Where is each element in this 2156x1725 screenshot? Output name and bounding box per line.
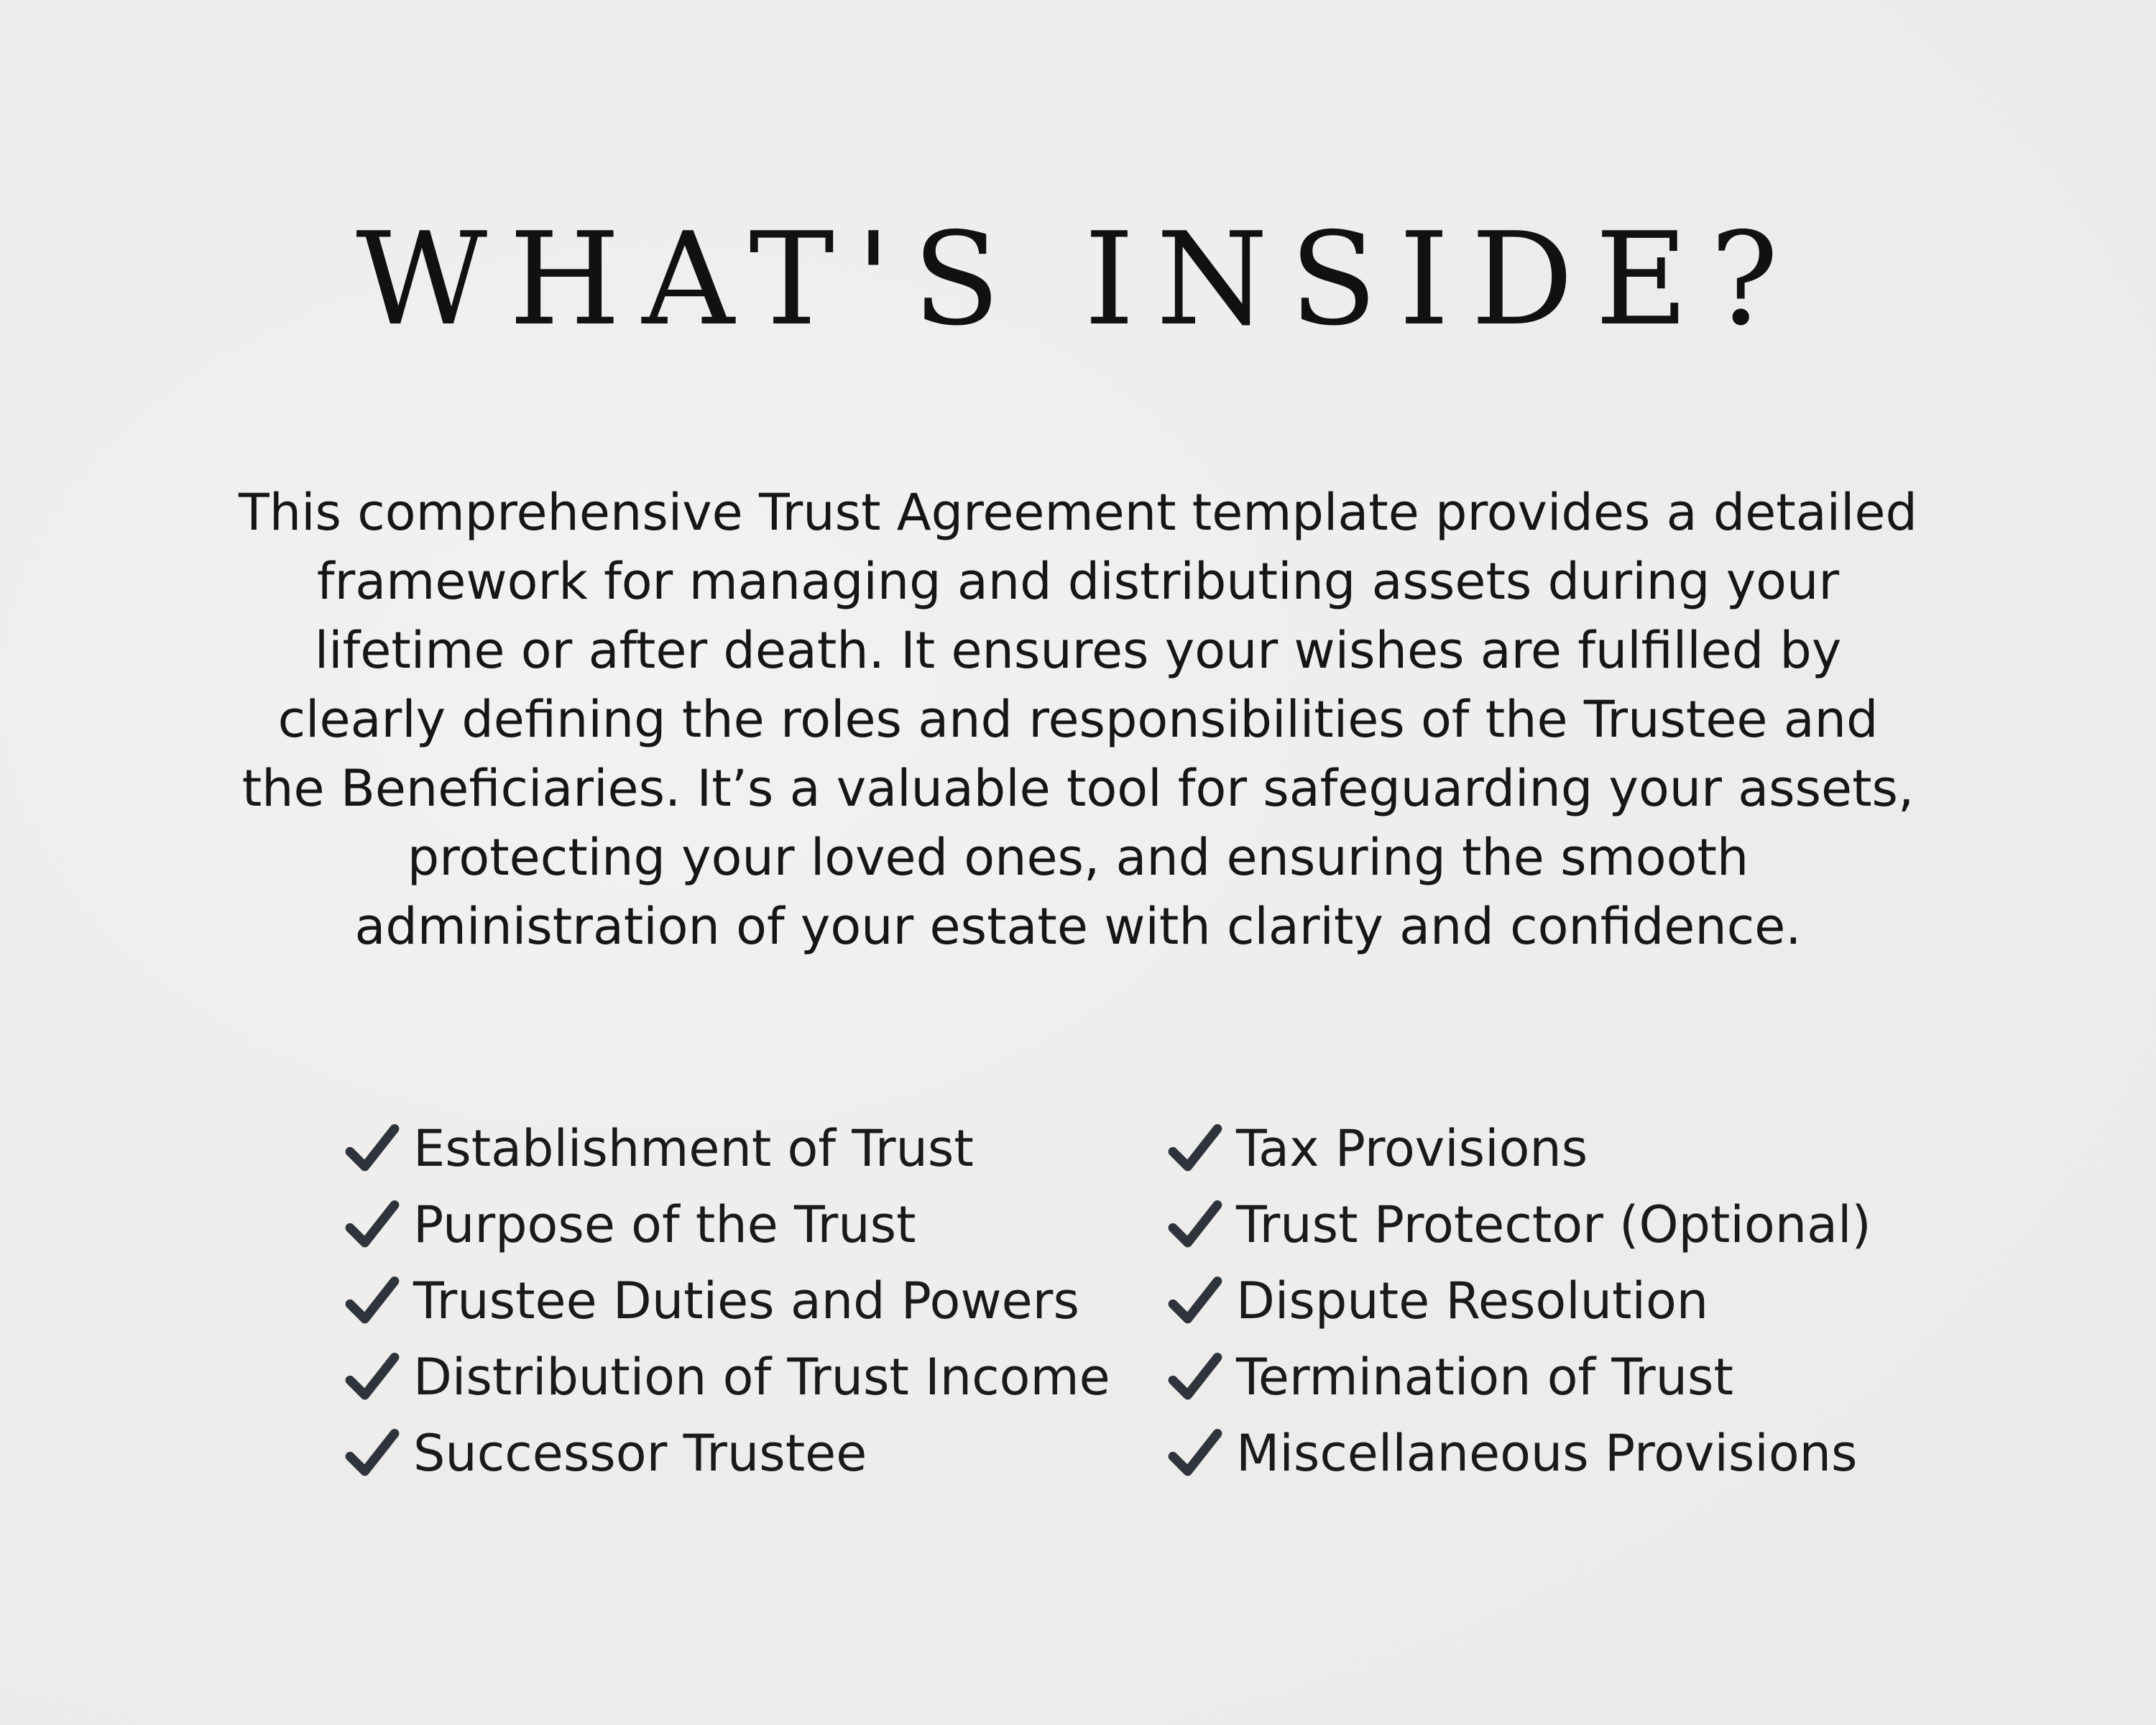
feature-item [341, 1110, 1110, 1187]
feature-label: Termination of Trust [1236, 1348, 1733, 1407]
feature-item [1164, 1110, 1871, 1187]
checkmark-icon [341, 1270, 403, 1332]
feature-item [341, 1339, 1110, 1415]
intro-paragraph: This comprehensive Trust Agreement template provides a detailed framework for managing and distributing assets during your lifetime or after death. It ensures your wishes are fulfilled by clearly defining the roles and responsibilities of the Trustee and the Beneficiaries. It’s a valuable tool for safeguarding your assets, protecting your loved ones, and ensuring the smooth administration of your estate with clarity and confidence. [238, 483, 1917, 956]
feature-item [1164, 1339, 1871, 1415]
features-list [341, 1110, 1994, 1499]
feature-label: Miscellaneous Provisions [1236, 1424, 1858, 1483]
feature-item [341, 1263, 1110, 1339]
checkmark-icon [1164, 1422, 1226, 1484]
features-column-right [1164, 1110, 1871, 1491]
checkmark-icon [1164, 1118, 1226, 1179]
feature-item [1164, 1415, 1871, 1491]
checkmark-icon [1164, 1194, 1226, 1256]
checkmark-icon [341, 1422, 403, 1484]
feature-label: Purpose of the Trust [413, 1195, 916, 1254]
feature-label: Distribution of Trust Income [413, 1348, 1110, 1407]
feature-item [341, 1187, 1110, 1263]
feature-item [341, 1415, 1110, 1491]
feature-label: Successor Trustee [413, 1424, 867, 1483]
checkmark-icon [1164, 1270, 1226, 1332]
feature-label: Dispute Resolution [1236, 1271, 1709, 1330]
checkmark-icon [341, 1346, 403, 1408]
feature-label: Trustee Duties and Powers [413, 1271, 1079, 1330]
checkmark-icon [1164, 1346, 1226, 1408]
feature-item [1164, 1187, 1871, 1263]
feature-item [1164, 1263, 1871, 1339]
feature-label: Trust Protector (Optional) [1236, 1195, 1871, 1254]
checkmark-icon [341, 1118, 403, 1179]
checkmark-icon [341, 1194, 403, 1256]
features-column-left [341, 1110, 1110, 1491]
feature-label: Establishment of Trust [413, 1119, 974, 1178]
page-title: WHAT'S INSIDE? [356, 205, 1800, 354]
feature-label: Tax Provisions [1236, 1119, 1588, 1178]
